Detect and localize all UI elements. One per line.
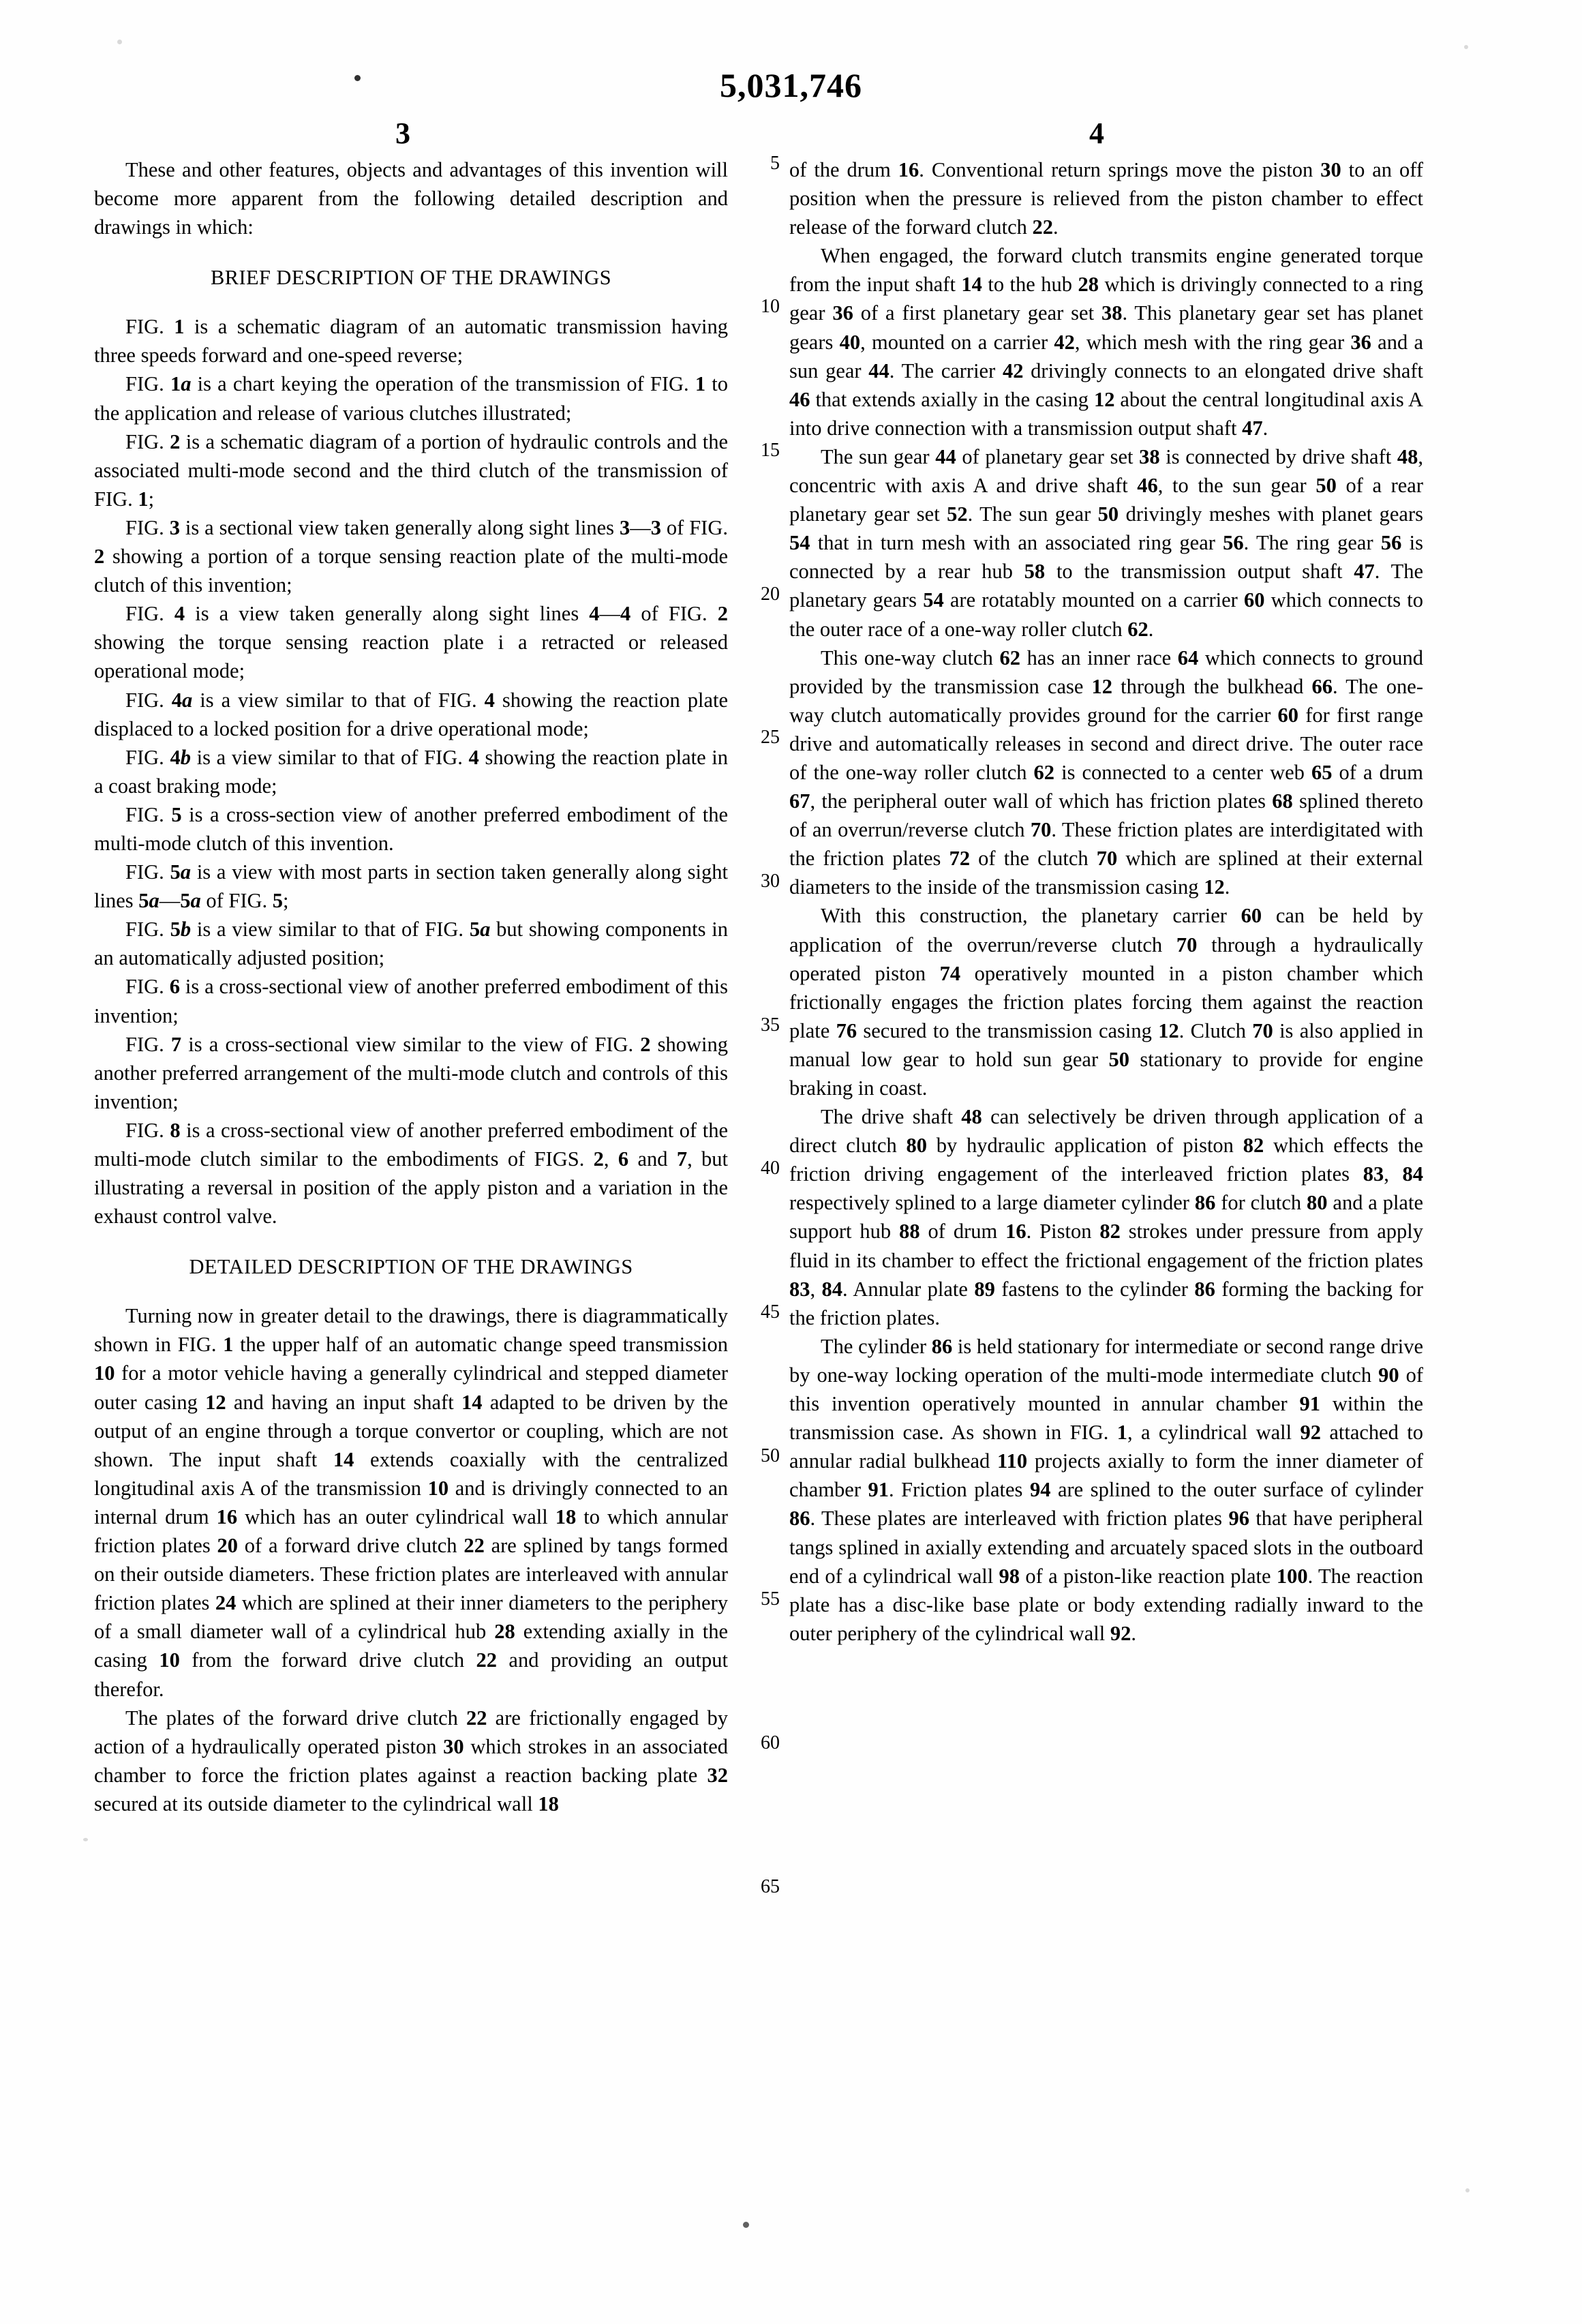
line-number: 65 bbox=[761, 1876, 780, 1897]
line-number: 40 bbox=[761, 1158, 780, 1179]
body-paragraph: FIG. 7 is a cross-sectional view similar to the view of FIG. 2 showing another preferred arrangement of the multi-mode clutch and controls of this invention; bbox=[94, 1032, 729, 1113]
body-paragraph: FIG. 3 is a sectional view taken generally along sight lines 3—3 of FIG. 2 showing a portion of a torque sensing reaction plate of the multi-mode clutch of this invention; bbox=[94, 515, 728, 597]
body-paragraph: FIG. 4a is a view similar to that of FIG. 4 showing the reaction plate displaced to a locked position for a drive operational mode; bbox=[94, 688, 728, 740]
body-paragraph: This one-way clutch 62 has an inner race 64 which connects to ground provided by the transmission case 12 through the bulkhead 66. The one-way clutch automatically provides ground for the carrier 60 for first range drive and automatically releases in second and direct drive. The outer race of the one-way roller clutch 62 is connected to a center web 65 of a drum 67, the peripheral outer wall of which has friction plates 68 splined thereto of an overrun/reverse clutch 70. These friction plates are interdigitated with the friction plates 72 of the clutch 70 which are splined at their external diameters to the inside of the transmission casing 12. bbox=[789, 646, 1424, 899]
line-number: 10 bbox=[761, 296, 780, 317]
body-paragraph: FIG. 6 is a cross-sectional view of another preferred embodiment of this invention; bbox=[94, 975, 728, 1027]
body-paragraph: FIG. 1 is a schematic diagram of an automatic transmission having three speeds forward and one-speed reverse; bbox=[94, 315, 728, 367]
body-paragraph: of the drum 16. Conventional return springs move the piston 30 to an off position when the pressure is relieved from the piston chamber to effect release of the forward clutch 22. bbox=[789, 158, 1423, 239]
line-number: 5 bbox=[770, 153, 780, 174]
body-paragraph: When engaged, the forward clutch transmits engine generated torque from the input shaft 14 to the hub 28 which is drivingly connected to a ring gear 36 of a first planetary gear set 38. This planetary gear set has planet gears 40, mounted on a carrier 42, which mesh with the ring gear 36 and a sun gear 44. The carrier 42 drivingly connects to an elongated drive shaft 46 that extends axially in the casing 12 about the central longitudinal axis A into drive connection with a transmission output shaft 47. bbox=[789, 244, 1424, 440]
line-number: 20 bbox=[761, 584, 780, 605]
body-paragraph: FIG. 4b is a view similar to that of FIG. 4 showing the reaction plate in a coast braking mode; bbox=[94, 745, 729, 798]
scan-speckle bbox=[1465, 2188, 1470, 2192]
body-paragraph: The plates of the forward drive clutch 22 are frictionally engaged by action of a hydraulically operated piston 30 which strokes in an associated chamber to force the friction plates against a reaction backing plate 32 secured at its outside diameter to the cylindrical wall 18 bbox=[94, 1706, 728, 1815]
body-paragraph: FIG. 2 is a schematic diagram of a portion of hydraulic controls and the associated multi-mode second and the third clutch of the transmission of FIG. 1; bbox=[94, 429, 728, 511]
section-heading: DETAILED DESCRIPTION OF THE DRAWINGS bbox=[189, 1255, 633, 1279]
line-number: 30 bbox=[761, 871, 780, 892]
body-paragraph: FIG. 5 is a cross-section view of another preferred embodiment of the multi-mode clutch of this invention. bbox=[94, 802, 728, 855]
scan-speckle bbox=[117, 40, 122, 44]
body-paragraph: FIG. 1a is a chart keying the operation of the transmission of FIG. 1 to the application and release of various clutches illustrated; bbox=[94, 372, 728, 425]
body-paragraph: FIG. 4 is a view taken generally along sight lines 4—4 of FIG. 2 showing the torque sensing reaction plate i a retracted or released operational mode; bbox=[94, 602, 728, 683]
section-heading: BRIEF DESCRIPTION OF THE DRAWINGS bbox=[210, 266, 612, 290]
scan-speckle bbox=[743, 2222, 749, 2228]
line-number: 35 bbox=[761, 1014, 780, 1036]
line-number: 15 bbox=[761, 440, 780, 461]
line-number: 55 bbox=[761, 1588, 780, 1610]
scan-speckle bbox=[83, 1838, 88, 1841]
body-paragraph: The sun gear 44 of planetary gear set 38 is connected by drive shaft 48, concentric with axis A and drive shaft 46, to the sun gear 50 of a rear planetary gear set 52. The sun gear 50 drivingly meshes with planet gears 54 that in turn mesh with an associated ring gear 56. The ring gear 56 is connected by a rear hub 58 to the transmission output shaft 47. The planetary gears 54 are rotatably mounted on a carrier 60 which connects to the outer race of a one-way roller clutch 62. bbox=[789, 444, 1424, 641]
column-number-right: 4 bbox=[1089, 117, 1104, 150]
patent-number: 5,031,746 bbox=[720, 66, 862, 104]
line-number: 50 bbox=[761, 1445, 780, 1466]
body-paragraph: With this construction, the planetary carrier 60 can be held by application of the overrun/reverse clutch 70 through a hydraulically operated piston 74 operatively mounted in a piston chamber which frictionally engages the friction plates forcing them against the reaction plate 76 secured to the transmission casing 12. Clutch 70 is also applied in manual low gear to hold sun gear 50 stationary to provide for engine braking in coast. bbox=[789, 904, 1424, 1100]
column-right bbox=[789, 155, 1423, 1648]
line-number: 60 bbox=[761, 1732, 780, 1753]
body-paragraph: FIG. 8 is a cross-sectional view of another preferred embodiment of the multi-mode clutch similar to the embodiments of FIGS. 2, 6 and 7, but illustrating a reversal in position of the apply piston and a variation in the exhaust control valve. bbox=[94, 1118, 729, 1228]
line-number: 25 bbox=[761, 727, 780, 748]
body-paragraph: The cylinder 86 is held stationary for intermediate or second range drive by one-way locking operation of the multi-mode intermediate clutch 90 of this invention operatively mounted in annular chamber 91 within the transmission case. As shown in FIG. 1, a cylindrical wall 92 attached to annular radial bulkhead 110 projects axially to form the inner diameter of chamber 91. Friction plates 94 are splined to the outer surface of cylinder 86. These plates are interleaved with friction plates 96 that have peripheral tangs splined in axially extending and arcuately spaced slots in the outboard end of a cylindrical wall 98 of a piston-like reaction plate 100. The reaction plate has a disc-like base plate or body extending radially inward to the outer periphery of the cylindrical wall 92. bbox=[789, 1334, 1424, 1645]
column-left bbox=[94, 155, 728, 1818]
body-paragraph: FIG. 5a is a view with most parts in section taken generally along sight lines 5a—5a of FIG. 5; bbox=[94, 860, 728, 913]
body-paragraph: Turning now in greater detail to the drawings, there is diagrammatically shown in FIG. 1 the upper half of an automatic change speed transmission 10 for a motor vehicle having a generally cylindrical and stepped diameter outer casing 12 and having an input shaft 14 adapted to be driven by the output of an engine through a torque convertor or coupling, which are not shown. The input shaft 14 extends coaxially with the centralized longitudinal axis A of the transmission 10 and is drivingly connected to an internal drum 16 which has an outer cylindrical wall 18 to which annular friction plates 20 of a forward drive clutch 22 are splined by tangs formed on their outside diameters. These friction plates are interleaved with annular friction plates 24 which are splined at their inner diameters to the periphery of a small diameter wall of a cylindrical hub 28 extending axially in the casing 10 from the forward drive clutch 22 and providing an output therefor. bbox=[94, 1304, 729, 1701]
scan-speckle bbox=[1464, 45, 1468, 49]
body-paragraph: These and other features, objects and advantages of this invention will become more apparent from the following detailed description and drawings in which: bbox=[94, 158, 728, 239]
body-paragraph: FIG. 5b is a view similar to that of FIG. 5a but showing components in an automatically adjusted position; bbox=[94, 918, 728, 970]
body-paragraph: The drive shaft 48 can selectively be driven through application of a direct clutch 80 by hydraulic application of piston 82 which effects the friction driving engagement of the interleaved friction plates 83, 84 respectively splined to a large diameter cylinder 86 for clutch 80 and a plate support hub 88 of drum 16. Piston 82 strokes under pressure from apply fluid in its chamber to effect the frictional engagement of the friction plates 83, 84. Annular plate 89 fastens to the cylinder 86 forming the backing for the friction plates. bbox=[789, 1105, 1424, 1329]
line-number: 45 bbox=[761, 1301, 780, 1323]
column-number-left: 3 bbox=[395, 117, 410, 150]
